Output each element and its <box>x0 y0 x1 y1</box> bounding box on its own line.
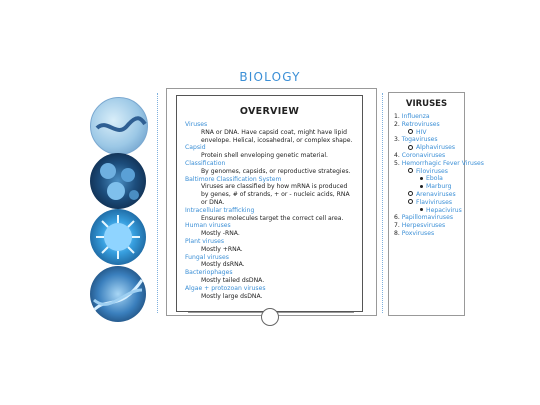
overview-term[interactable]: Intracellular trafficking <box>185 206 255 214</box>
virus-list-item[interactable] <box>394 121 464 129</box>
virus-link[interactable]: Togaviruses <box>401 136 438 144</box>
virus-list-item[interactable] <box>394 113 464 121</box>
bullet-icon <box>420 208 423 211</box>
overview-list <box>177 121 362 300</box>
spiked-virus-icon <box>90 209 146 265</box>
helix-icon <box>90 266 146 322</box>
list-number: 4. <box>394 151 402 159</box>
overview-definition: Protein shell enveloping genetic material. <box>201 152 328 160</box>
virus-sublink[interactable]: Filoviruses <box>416 167 448 175</box>
virus-link[interactable]: Papillomaviruses <box>401 214 454 222</box>
list-number: 5. <box>394 159 402 167</box>
overview-term[interactable]: Bacteriophages <box>185 269 233 277</box>
virus-subsublist-item[interactable] <box>394 175 464 183</box>
virus-list-item[interactable] <box>394 222 464 230</box>
bullet-icon <box>420 177 423 180</box>
overview-definition: RNA or DNA. Have capsid coat, might have lipid envelope. Helical, icosahedral, or complex shape. <box>201 128 353 144</box>
bullet-icon <box>408 168 413 173</box>
overview-term[interactable]: Baltimore Classification System <box>185 175 282 183</box>
overview-term[interactable]: Viruses <box>185 121 208 128</box>
virus-spiked-image[interactable] <box>90 209 146 265</box>
overview-definition: Ensures molecules target the correct cell area. <box>201 214 344 222</box>
virus-link[interactable]: Herpesviruses <box>401 222 446 230</box>
virus-particles-image[interactable] <box>90 153 146 209</box>
overview-title: OVERVIEW <box>239 106 300 117</box>
overview-definition: Viruses are classified by how mRNA is produced by genes, # of strands, + or - nucleic acids, RNA or DNA. <box>201 183 350 206</box>
virus-link[interactable]: Hemorrhagic Fever Viruses <box>401 159 484 167</box>
virus-sublink[interactable]: Alphaviruses <box>416 144 456 152</box>
virus-list-item[interactable] <box>394 152 464 160</box>
virus-link[interactable]: Influenza <box>401 113 430 120</box>
virus-list-item[interactable] <box>394 214 464 222</box>
overview-term[interactable]: Capsid <box>185 144 206 152</box>
virus-sublink[interactable]: Flaviviruses <box>416 198 452 206</box>
virus-list-item[interactable] <box>394 136 464 144</box>
filament-icon <box>91 98 147 154</box>
virus-subsublink[interactable]: Marburg <box>426 183 452 191</box>
virus-filament-image[interactable] <box>90 97 148 155</box>
overview-definition: Mostly -RNA. <box>201 230 240 238</box>
overview-definition: Mostly tailed dsDNA. <box>201 276 265 284</box>
virus-sublist-item[interactable] <box>394 129 464 137</box>
virus-sublink[interactable]: Arenaviruses <box>416 190 456 198</box>
virus-subsublist-item[interactable] <box>394 207 464 215</box>
overview-term[interactable]: Classification <box>185 159 226 167</box>
overview-term[interactable]: Plant viruses <box>185 237 225 245</box>
virus-link[interactable]: Coronaviruses <box>401 151 446 159</box>
virus-sublink[interactable]: HIV <box>416 128 427 136</box>
list-number: 1. <box>394 113 402 120</box>
overview-term[interactable]: Algae + protozoan viruses <box>185 284 266 292</box>
virus-list-item[interactable] <box>394 230 464 238</box>
brand-title: BIOLOGY <box>239 70 301 84</box>
virus-list-item[interactable] <box>394 159 484 168</box>
overview-definition: Mostly +RNA. <box>201 245 243 253</box>
virus-helix-image[interactable] <box>90 266 146 322</box>
virus-sublist-item[interactable] <box>394 168 464 176</box>
virus-subsublink[interactable]: Ebola <box>426 175 443 183</box>
viruses-card[interactable] <box>388 92 484 316</box>
right-divider <box>382 93 383 313</box>
viruses-list <box>389 113 484 238</box>
bullet-icon <box>408 199 413 204</box>
list-number: 6. <box>394 214 402 222</box>
viruses-title: VIRUSES <box>405 99 448 109</box>
overview-definition: Mostly dsRNA. <box>201 261 245 269</box>
virus-link[interactable]: Retroviruses <box>401 120 440 128</box>
list-number: 2. <box>394 120 402 128</box>
bullet-icon <box>408 191 413 196</box>
virus-sublist-item[interactable] <box>394 199 464 207</box>
overview-definition: Mostly large dsDNA. <box>201 292 263 300</box>
list-number: 3. <box>394 136 402 144</box>
particles-icon <box>90 153 146 209</box>
scroll-handle[interactable] <box>261 308 279 326</box>
virus-sublist-item[interactable] <box>394 191 464 199</box>
list-number: 8. <box>394 229 402 237</box>
left-divider <box>157 93 158 313</box>
virus-sublist-item[interactable] <box>394 144 464 152</box>
bullet-icon <box>420 185 423 188</box>
overview-definition: By genomes, capsids, or reproductive strategies. <box>201 167 351 175</box>
bullet-icon <box>408 129 413 134</box>
overview-card[interactable] <box>176 95 363 312</box>
virus-subsublist-item[interactable] <box>394 183 464 191</box>
virus-link[interactable]: Poxviruses <box>401 229 435 237</box>
virus-subsublink[interactable]: Hepacivirus <box>426 206 462 214</box>
overview-term[interactable]: Human viruses <box>185 222 231 230</box>
overview-term[interactable]: Fungal viruses <box>185 253 229 261</box>
bullet-icon <box>408 145 413 150</box>
list-number: 7. <box>394 222 402 230</box>
